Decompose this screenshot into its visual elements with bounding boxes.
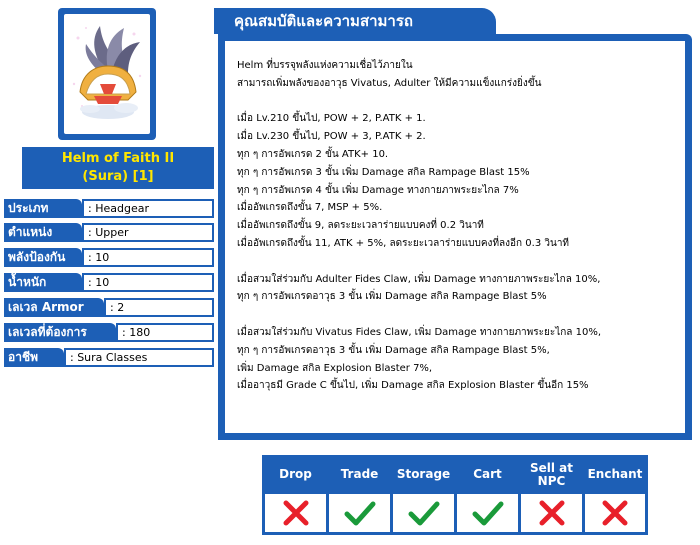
attr-value: : Sura Classes (64, 348, 214, 367)
trade-header-drop: Drop (279, 467, 312, 481)
check-icon (407, 498, 441, 528)
attr-row-weight (4, 273, 214, 292)
item-name: Helm of Faith II (61, 151, 175, 166)
cross-icon (537, 498, 567, 528)
description-body (225, 41, 685, 433)
trade-value-storage (393, 494, 454, 532)
desc-line: ทุก ๆ การอัพเกรดอาวุธ 3 ขั้น เพิ่ม Damage สกิล Rampage Blast 5%, (237, 344, 550, 356)
desc-line: เมื่อ Lv.210 ขึ้นไป, POW + 2, P.ATK + 1. (237, 113, 426, 125)
attr-row-required-level (4, 323, 214, 342)
desc-line: เพิ่ม Damage สกิล Explosion Blaster 7%, (237, 362, 433, 374)
cross-icon (281, 498, 311, 528)
trade-header-sell-npc: Sell at NPC (529, 460, 574, 488)
trade-value-trade (329, 494, 390, 532)
desc-line: ทุก ๆ การอัพเกรด 2 ขั้น ATK+ 10. (237, 148, 389, 160)
trade-header-enchant: Enchant (587, 467, 643, 481)
attr-row-armor-level (4, 298, 214, 317)
panel-title: คุณสมบัติและความสามารถ (214, 8, 496, 34)
attr-row-defense (4, 248, 214, 267)
item-name-suffix: (Sura) [1] (82, 169, 154, 184)
attr-label: อาชีพ (4, 348, 64, 367)
trade-value-cart (457, 494, 518, 532)
attr-row-job (4, 348, 214, 367)
desc-line: เมื่ออัพเกรดถึงขั้น 9, ลดระยะเวลาร่ายแบบคงที่ 0.2 วินาที (237, 220, 484, 232)
attr-value: : 10 (82, 273, 214, 292)
desc-line (237, 93, 679, 111)
trade-header-storage: Storage (396, 467, 451, 481)
attr-row-type (4, 199, 214, 218)
attr-value: : 10 (82, 248, 214, 267)
trade-value-sell-npc (521, 494, 582, 532)
attr-label: เลเวล Armor (4, 298, 104, 317)
attr-label: พลังป้องกัน (4, 248, 82, 267)
description-text (237, 57, 679, 395)
desc-line (237, 306, 679, 324)
desc-line: ทุก ๆ การอัพเกรด 4 ขั้น เพิ่ม Damage ทางกายภาพระยะไกล 7% (237, 184, 519, 196)
cross-icon (600, 498, 630, 528)
desc-line: Helm ที่บรรจุพลังแห่งความเชื่อไว้ภายใน (237, 60, 413, 71)
attr-label: ตำแหน่ง (4, 223, 82, 242)
check-icon (471, 498, 505, 528)
item-image (64, 14, 150, 134)
desc-line: เมื่อสวมใส่ร่วมกับ Vivatus Fides Claw, เพิ่ม Damage ทางกายภาพระยะไกล 10%, (237, 326, 602, 338)
trade-header-cart: Cart (473, 467, 502, 481)
trade-value-drop (265, 494, 326, 532)
trade-header-trade: Trade (340, 467, 379, 481)
desc-line: เมื่ออัพเกรดถึงขั้น 7, MSP + 5%. (237, 202, 383, 214)
desc-line: เมื่ออาวุธมี Grade C ขึ้นไป, เพิ่ม Damage สกิล Explosion Blaster ขึ้นอีก 15% (237, 380, 589, 392)
attr-value: : Headgear (82, 199, 214, 218)
item-image-frame (58, 8, 156, 140)
attr-value: : 2 (104, 298, 214, 317)
desc-line: ทุก ๆ การอัพเกรดอาวุธ 3 ขั้น เพิ่ม Damage สกิล Rampage Blast 5% (237, 291, 547, 303)
attr-label: เลเวลที่ต้องการ (4, 323, 116, 342)
check-icon (343, 498, 377, 528)
attr-value: : Upper (82, 223, 214, 242)
attr-row-position (4, 223, 214, 242)
attr-value: : 180 (116, 323, 214, 342)
desc-line: เมื่ออัพเกรดถึงขั้น 11, ATK + 5%, ลดระยะเวลาร่ายแบบคงที่ลงอีก 0.3 วินาที (237, 237, 570, 249)
attr-label: ประเภท (4, 199, 82, 218)
description-panel (218, 34, 692, 440)
desc-line (237, 253, 679, 271)
attr-label: น้ำหนัก (4, 273, 82, 292)
desc-line: ทุก ๆ การอัพเกรด 3 ขั้น เพิ่ม Damage สกิล Rampage Blast 15% (237, 166, 530, 178)
winged-helm-icon (64, 14, 150, 134)
desc-line: เมื่อสวมใส่ร่วมกับ Adulter Fides Claw, เพิ่ม Damage ทางกายภาพระยะไกล 10%, (237, 273, 601, 285)
item-name-box (22, 147, 214, 189)
trade-value-enchant (585, 494, 645, 532)
desc-line: เมื่อ Lv.230 ขึ้นไป, POW + 3, P.ATK + 2. (237, 131, 426, 143)
trade-table (262, 455, 648, 535)
desc-line: สามารถเพิ่มพลังของอาวุธ Vivatus, Adulter ให้มีความแข็งแกร่งยิ่งขึ้น (237, 77, 542, 89)
